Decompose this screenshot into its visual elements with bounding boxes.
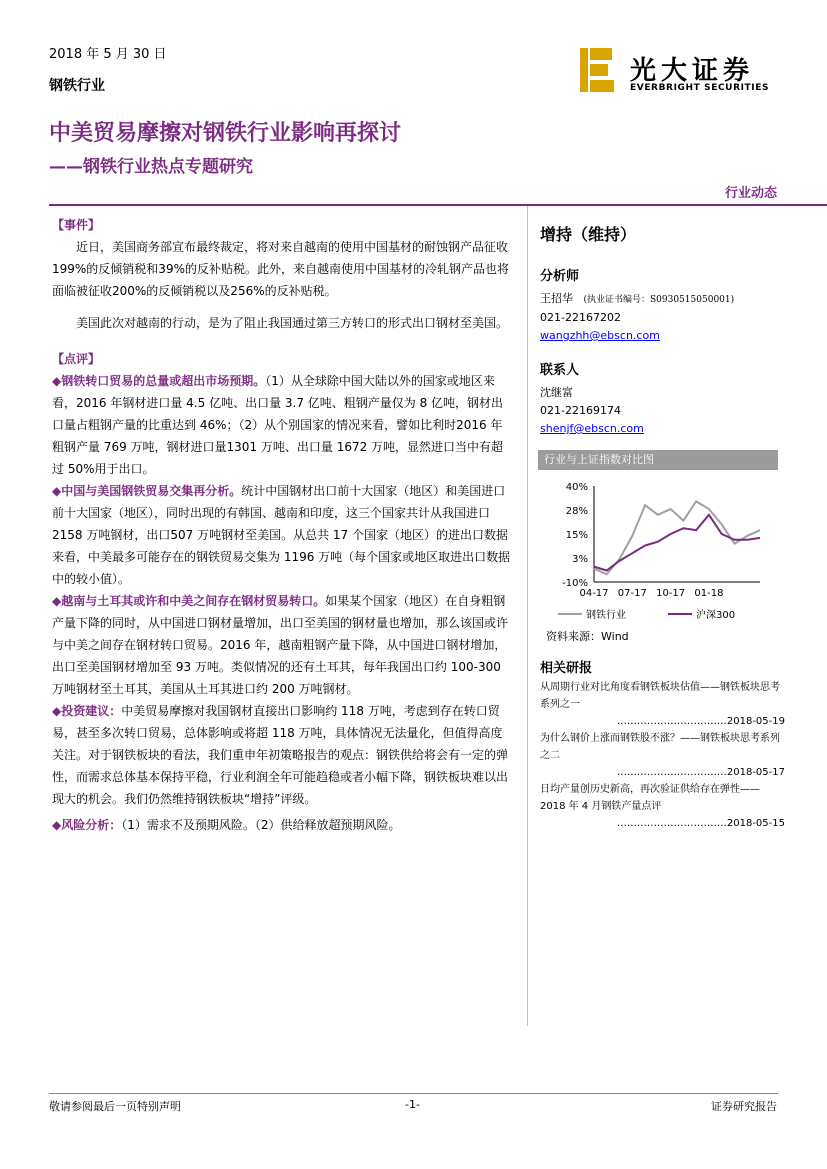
research-item-date: ……………………………2018-05-17 xyxy=(616,767,785,778)
section-heading: ◆越南与土耳其或许和中美之间存在钢材贸易转口。 xyxy=(52,594,326,608)
analyst-line xyxy=(540,290,790,309)
analyst-heading: 分析师 xyxy=(540,269,580,284)
page-subtitle: ——钢铁行业热点专题研究 xyxy=(49,157,253,177)
event-paragraph-1: 近日，美国商务部宣布最终裁定，将对来自越南的使用中国基材的耐蚀钢产品征收199%的反倾销税和39%的反补贴税。此外，来自越南使用中国基材的冷轧钢产品也将面临被征收200%的反倾销税以及256%的反补贴税。 xyxy=(52,240,509,298)
y-tick-label: 28% xyxy=(565,506,588,517)
series-line-0 xyxy=(594,501,760,574)
y-tick-label: 15% xyxy=(565,530,588,541)
y-tick-label: -10% xyxy=(562,578,588,589)
rating: 增持（维持） xyxy=(540,225,637,244)
x-tick-label: 10-17 xyxy=(656,588,686,599)
main-content xyxy=(52,214,512,836)
event-tag: 【事件】 xyxy=(52,218,101,232)
research-item-title[interactable]: 日均产量创历史新高，再次验证供给存在弹性——2018 年 4 月钢铁产量点评 xyxy=(540,784,760,812)
research-heading: 相关研报 xyxy=(540,661,593,676)
y-tick-label: 3% xyxy=(572,554,588,565)
section-heading: ◆中国与美国钢铁贸易交集再分析。 xyxy=(52,484,242,498)
chart-plot xyxy=(538,472,778,650)
section-risk-analysis xyxy=(52,814,512,836)
logo-mark-icon xyxy=(580,48,616,92)
section-text: 中美贸易摩擦对我国钢材直接出口影响约 118 万吨，考虑到存在转口贸易，甚至多次转口贸易，总体影响或将超 118 万吨，具体情况无法量化，但值得高度关注。对于钢铁板块的看法，我们重申年初策略报告的观点：钢铁供给将会有一定的弹性，而需求总体基本保持平稳，行业利润全年可能趋稳或者小幅下降，钢铁板块难以出现大的机会。我们仍然维持钢铁板块“增持”评级。 xyxy=(52,704,509,806)
comparison-chart xyxy=(538,450,778,645)
analyst-email-link[interactable]: wangzhh@ebscn.com xyxy=(540,329,660,342)
research-item-date: ……………………………2018-05-15 xyxy=(616,818,785,829)
section-text: （1）从全球除中国大陆以外的国家或地区来看，2016 年钢材进口量 4.5 亿吨、出口量 3.7 亿吨、粗钢产量仅为 8 亿吨，钢材出口量占粗钢产量的比重达到 46%；（2）从个别国家的情况来看，譬如比利时2016 年粗钢产量 769 万吨，钢材进口量1301 万吨、出口量 1672 万吨，显然进口当中有超过 50%用于出口。 xyxy=(52,374,504,476)
research-item-title[interactable]: 从周期行业对比角度看钢铁板块估值——钢铁板块思考系列之一 xyxy=(540,682,780,710)
page-number: -1- xyxy=(405,1098,420,1111)
analyst-phone: 021-22167202 xyxy=(540,311,621,324)
contact-email-link[interactable]: shenjf@ebscn.com xyxy=(540,422,644,435)
y-tick-label: 40% xyxy=(565,482,588,493)
section-heading: ◆钢铁转口贸易的总量或超出市场预期。 xyxy=(52,374,266,388)
column-divider xyxy=(527,206,528,1026)
header-divider xyxy=(49,204,827,206)
chart-source: 资料来源：Wind xyxy=(546,630,629,643)
sidebar xyxy=(540,222,790,438)
section-text: （1）需求不及预期风险。（2）供给释放超预期风险。 xyxy=(121,818,401,832)
comment-tag: 【点评】 xyxy=(52,352,101,366)
sector-label: 钢铁行业 xyxy=(49,78,105,94)
doc-type-label: 行业动态 xyxy=(724,186,777,201)
page-title: 中美贸易摩擦对钢铁行业影响再探讨 xyxy=(49,121,402,146)
footer-disclaimer: 敬请参阅最后一页特别声明 xyxy=(49,1100,181,1113)
legend-label: 沪深300 xyxy=(696,610,736,621)
contact-name: 沈继富 xyxy=(540,386,573,399)
section-text: 统计中国钢材出口前十大国家（地区）和美国进口前十大国家（地区），同时出现的有韩国、越南和印度，这三个国家共计从我国进口2158 万吨钢材，出口507 万吨钢材至美国。从总共 17 个国家（地区）的进出口数据来看，中美最多可能存在的钢铁贸易交集为 1196 万吨（每个国家或地区取进出口数据中的较小值）。 xyxy=(52,484,511,586)
contact-heading: 联系人 xyxy=(540,363,580,378)
section-cn-us-trade xyxy=(52,480,512,590)
x-tick-label: 01-18 xyxy=(694,588,724,599)
section-heading: ◆投资建议： xyxy=(52,704,122,718)
section-investment-advice xyxy=(52,700,512,810)
company-logo xyxy=(580,48,780,98)
research-item-date: ……………………………2018-05-19 xyxy=(616,716,785,727)
logo-english-name: EVERBRIGHT SECURITIES xyxy=(630,83,770,93)
related-research xyxy=(540,660,785,832)
logo-chinese-name: 光大证券 xyxy=(630,56,755,86)
chart-title: 行业与上证指数对比图 xyxy=(538,450,778,470)
section-text: 如果某个国家（地区）在自身粗钢产量下降的同时，从中国进口钢材量增加，出口至美国的钢材量也增加，那么该国或许与中美之间存在钢材转口贸易。2016 年，越南粗钢产量下降，从中国进口钢材增加，出口至美国钢材增加至 93 万吨。类似情况的还有土耳其，每年我国出口约 100-300 万吨钢材至土耳其，美国从土耳其进口约 200 万吨钢材。 xyxy=(52,594,509,696)
event-paragraph-2: 美国此次对越南的行动，是为了阻止我国通过第三方转口的形式出口钢材至美国。 xyxy=(76,316,509,330)
footer-divider xyxy=(49,1093,778,1094)
footer-report-type: 证券研究报告 xyxy=(711,1100,777,1113)
legend-label: 钢铁行业 xyxy=(586,610,626,621)
section-heading: ◆风险分析： xyxy=(52,818,122,832)
x-tick-label: 04-17 xyxy=(579,588,609,599)
contact-phone: 021-22169174 xyxy=(540,404,621,417)
report-date: 2018 年 5 月 30 日 xyxy=(49,47,167,62)
x-tick-label: 07-17 xyxy=(617,588,647,599)
analyst-name: 王招华 xyxy=(540,292,573,305)
analyst-cert: (执业证书编号：S0930515050001) xyxy=(583,295,735,305)
research-item-title[interactable]: 为什么钢价上涨而钢铁股不涨？——钢铁板块思考系列之二 xyxy=(540,733,780,761)
section-total-transit xyxy=(52,370,512,480)
section-vietnam-turkey xyxy=(52,590,512,700)
